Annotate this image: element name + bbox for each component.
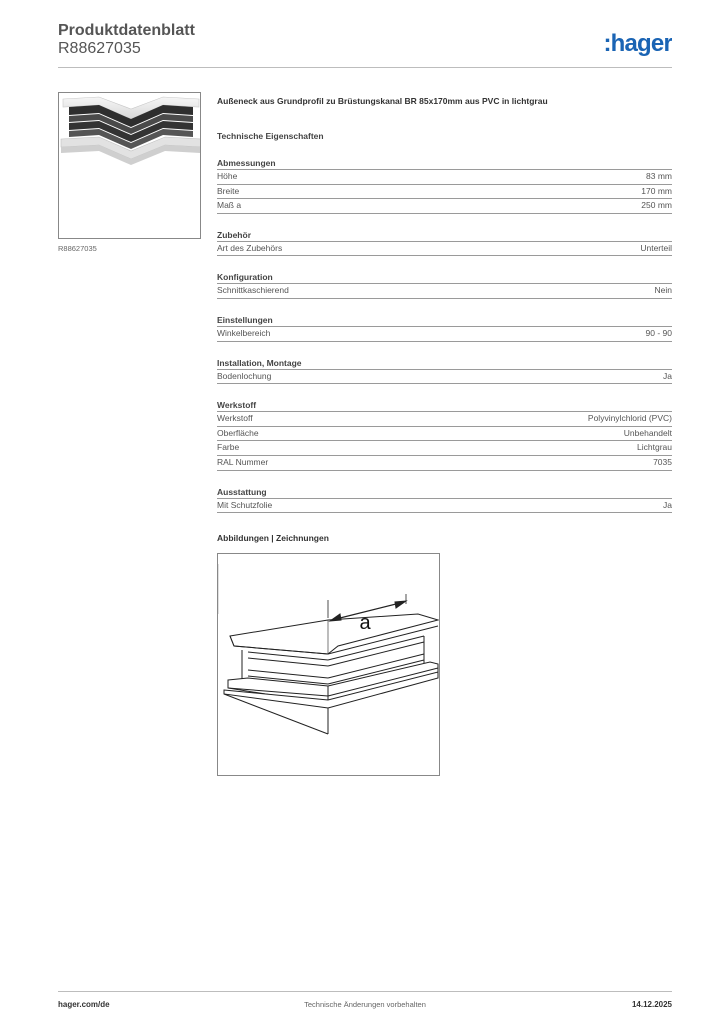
property-section	[217, 357, 672, 385]
section-title: Ausstattung	[217, 486, 672, 499]
section-title: Werkstoff	[217, 399, 672, 412]
property-label: Höhe	[217, 171, 238, 181]
technical-drawing	[217, 553, 440, 776]
logo-text: :hager	[603, 30, 672, 57]
property-label: Schnittkaschierend	[217, 285, 289, 296]
property-row	[217, 170, 672, 185]
property-label: Werkstoff	[217, 413, 253, 424]
property-row	[217, 441, 672, 456]
property-label: Breite	[217, 185, 240, 196]
footer-website: hager.com/de	[58, 1000, 110, 1009]
property-row	[217, 456, 672, 471]
dimension-label: a	[359, 612, 371, 635]
property-row	[217, 499, 672, 514]
section-title: Konfiguration	[217, 271, 672, 284]
property-section	[217, 486, 672, 514]
property-section	[217, 399, 672, 470]
property-section	[217, 314, 672, 342]
drawings-heading: Abbildungen | Zeichnungen	[217, 533, 329, 544]
product-photo	[58, 92, 201, 239]
property-label: Bodenlochung	[217, 370, 272, 381]
property-value: Lichtgrau	[637, 442, 672, 453]
section-title: Abmessungen	[217, 157, 672, 170]
property-section	[217, 229, 672, 257]
property-label: Art des Zubehörs	[217, 242, 283, 253]
section-title: Einstellungen	[217, 314, 672, 327]
property-label: Mit Schutzfolie	[217, 499, 273, 510]
section-title: Installation, Montage	[217, 357, 672, 370]
footer-date: 14.12.2025	[631, 1000, 672, 1009]
footer-note: Technische Änderungen vorbehalten	[304, 1000, 426, 1009]
property-value: Unbehandelt	[623, 427, 672, 438]
property-value: 170 mm	[641, 185, 672, 196]
property-label: Farbe	[217, 442, 240, 453]
property-row	[217, 199, 672, 214]
property-value: Polyvinylchlorid (PVC)	[587, 413, 672, 424]
hager-logo	[592, 28, 672, 58]
property-row	[217, 327, 672, 342]
section-title: Zubehör	[217, 229, 672, 242]
product-number: R88627035	[58, 40, 141, 57]
property-value: 7035	[653, 456, 672, 467]
property-row	[217, 412, 672, 427]
property-label: RAL Nummer	[217, 456, 269, 467]
property-section	[217, 271, 672, 299]
property-label: Winkelbereich	[217, 327, 271, 338]
property-value: Ja	[663, 499, 672, 510]
property-value: 90 - 90	[645, 327, 672, 338]
technical-properties-heading: Technische Eigenschaften	[217, 131, 324, 141]
property-value: Nein	[654, 285, 672, 296]
property-label: Maß a	[217, 200, 242, 211]
property-row	[217, 242, 672, 257]
property-row	[217, 427, 672, 442]
property-row	[217, 370, 672, 385]
property-value: 250 mm	[641, 200, 672, 211]
property-row	[217, 284, 672, 299]
corner-drawing-svg	[218, 554, 439, 775]
property-sections	[217, 157, 672, 513]
property-row	[217, 185, 672, 200]
product-details	[217, 96, 672, 776]
property-value: Unterteil	[640, 242, 672, 253]
photo-caption: R88627035	[58, 244, 97, 253]
property-label: Oberfläche	[217, 427, 259, 438]
property-value: Ja	[663, 370, 672, 381]
document-title: Produktdatenblatt	[58, 22, 195, 39]
product-description: Außeneck aus Grundprofil zu Brüstungskanal BR 85x170mm aus PVC in lichtgrau	[217, 96, 548, 106]
property-value: 83 mm	[646, 171, 672, 181]
page-header	[58, 20, 672, 68]
corner-piece-image	[59, 93, 201, 239]
property-section	[217, 157, 672, 214]
page-footer	[58, 991, 672, 1013]
